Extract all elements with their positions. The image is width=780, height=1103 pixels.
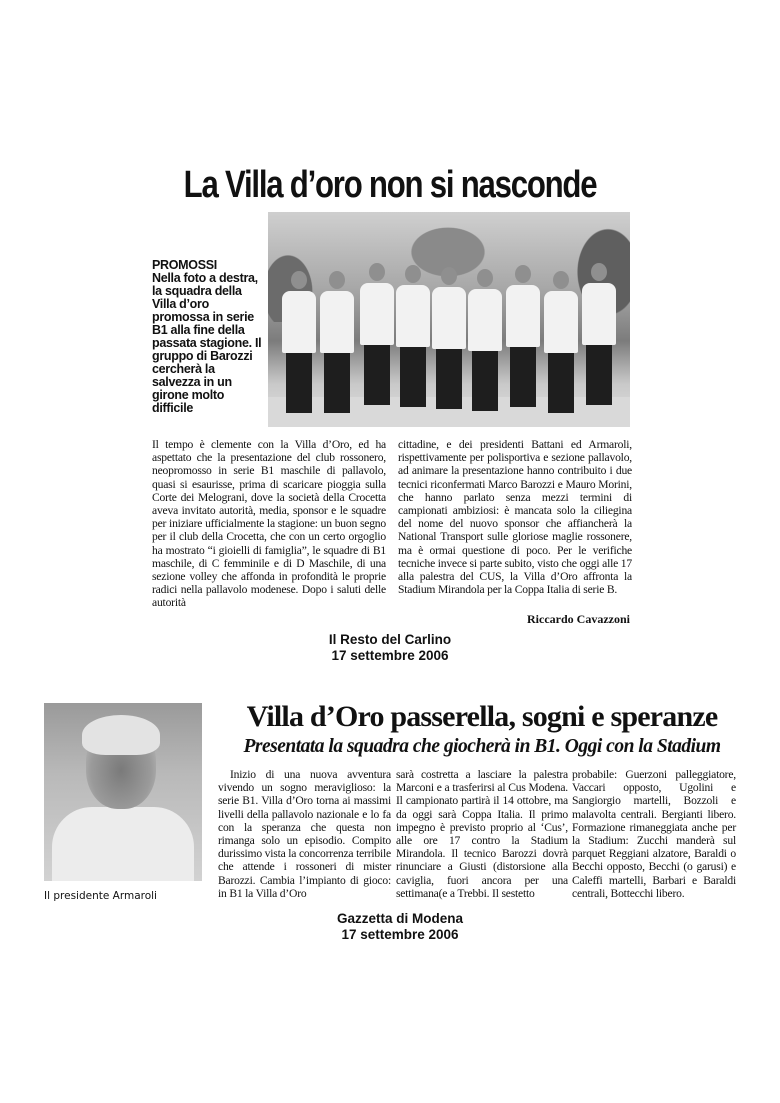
article1-source bbox=[250, 632, 530, 664]
team-member bbox=[282, 271, 316, 413]
team-member bbox=[468, 269, 502, 411]
article2-column-1: Inizio di una nuova avventura vivendo un sogno meraviglioso: la serie B1. Villa d’Oro torna ai massimi livelli della pallavolo nazionale e lo fa con la speranza che questa non rimanga solo un episodio. Compito durissimo vista la concorrenza terribile che attende i rossoneri di mister Barozzi. Cambia l’impianto di gioco: in B1 la Villa d’Oro bbox=[218, 768, 391, 900]
article2-source bbox=[270, 911, 530, 943]
article1-byline: Riccardo Cavazzoni bbox=[527, 612, 630, 626]
team-member bbox=[396, 265, 430, 407]
photo-body bbox=[52, 807, 194, 881]
team-member bbox=[432, 267, 466, 409]
source-name: Il Resto del Carlino bbox=[328, 632, 452, 647]
source-name: Gazzetta di Modena bbox=[336, 911, 463, 926]
president-photo bbox=[44, 703, 202, 881]
team-member bbox=[506, 265, 540, 407]
caption-kicker: PROMOSSI bbox=[152, 258, 217, 272]
article1-column-2: cittadine, e dei presidenti Battani ed Armaroli, rispettivamente per polisportiva e sezione pallavolo, ad animare la presentazione hanno contribuito i due tecnici riconfermati Marco Barozzi e Mauro Morini, che hanno parlato senza mezzi termini di campionati ambiziosi: è mancata solo la ciliegina del nome del nuovo sponsor che affiancherà la National Transport sulle gloriose maglie rossonere, ma è ormai questione di poco. Per le verifiche tecniche invece si parte subito, visto che oggi alle 17 alla palestra del CUS, la Villa d’Oro affronta la Stadium Mirandola per la Coppa Italia di serie B. bbox=[398, 438, 632, 597]
source-date: 17 settembre 2006 bbox=[341, 927, 459, 942]
team-member bbox=[582, 263, 616, 405]
president-photo-caption: Il presidente Armaroli bbox=[44, 890, 157, 902]
caption-text: Nella foto a destra, la squadra della Villa d’oro promossa in serie B1 alla fine della passata stagione. Il gruppo di Barozzi cercherà la salvezza in un girone molto difficile bbox=[152, 271, 262, 415]
photo-hair bbox=[82, 715, 160, 755]
source-date: 17 settembre 2006 bbox=[331, 648, 449, 663]
article2-headline: Villa d’Oro passerella, sogni e speranze bbox=[246, 700, 718, 733]
article1-headline: La Villa d’oro non si nasconde bbox=[183, 164, 597, 206]
team-photo bbox=[268, 212, 630, 427]
photo-caption bbox=[152, 259, 264, 415]
article2-column-3: probabile: Guerzoni palleggiatore, Vaccari opposto, Ugolini e Sangiorgio martelli, Bozzoli e malavolta centrali. Bergianti libero. Formazione rimaneggiata anche per la Stadium: Zucchi manderà sul parquet Reggiani alzatore, Baraldi o Becchi opposto, Becchi (o garusi) e Caleffi martelli, Barbari e Baraldi centrali, Bottecchi libero. bbox=[572, 768, 736, 900]
article2-column-2: sarà costretta a lasciare la palestra Marconi e a trasferirsi al Cus Modena. Il campionato partirà il 14 ottobre, ma da oggi sarà Coppa Italia. Il primo impegno è previsto proprio al ‘Cus’, alle ore 17 contro la Stadium Mirandola. Il tecnico Barozzi dovrà rinunciare a Giusti (distorsione alla caviglia, fuori ancora per una settimana(e a Trebbi. Il sestetto bbox=[396, 768, 568, 900]
article2-subheadline: Presentata la squadra che giocherà in B1. Oggi con la Stadium bbox=[243, 736, 721, 757]
team-member bbox=[320, 271, 354, 413]
team-member bbox=[544, 271, 578, 413]
team-member bbox=[360, 263, 394, 405]
article1-column-1: Il tempo è clemente con la Villa d’Oro, ed ha aspettato che la presentazione del club rossonero, neopromosso in serie B1 maschile di pallavolo, quasi si esaurisse, prima di scaricare pioggia sulla Corte dei Melograni, dove la società della Crocetta aveva invitato autorità, media, sponsor e le squadre per iniziare ufficialmente la stagione: un buon segno per il club della Crocetta, che con un certo orgoglio ha mostrato “i gioielli di famiglia”, le squadre di B1 maschile, di C femminile e di D Maschile, di una sezione volley che affonda in profondità le proprie radici nella pallavolo modenese. Dopo i saluti delle autorità bbox=[152, 438, 386, 610]
